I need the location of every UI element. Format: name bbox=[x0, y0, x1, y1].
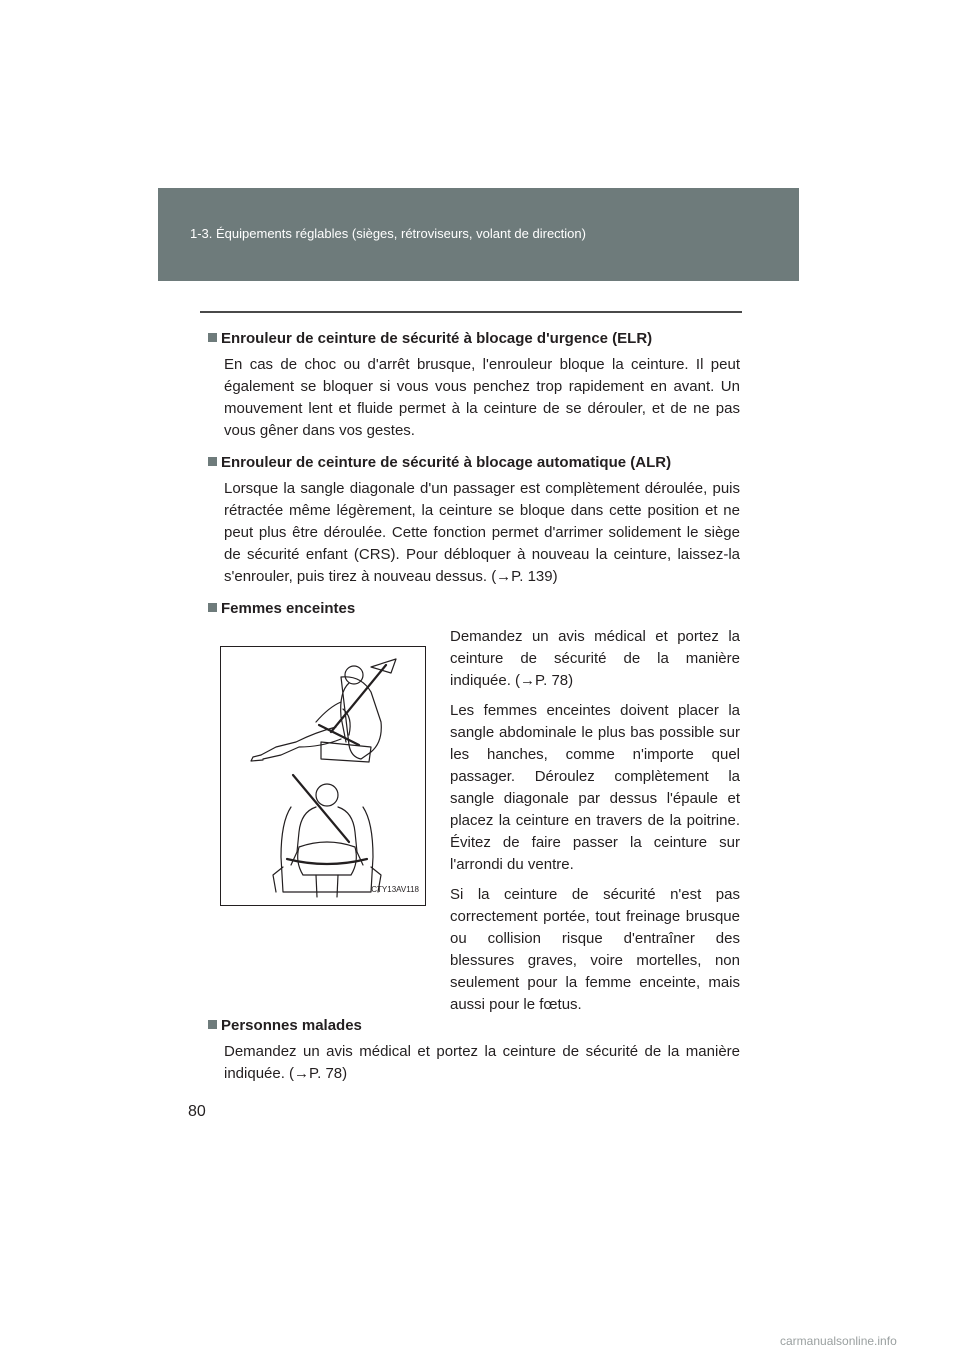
pregnant-paragraph-1: Demandez un avis médical et portez la ceinture de sécurité de la manière indiquée. (→P. 78) bbox=[450, 628, 740, 689]
section-heading bbox=[208, 322, 740, 352]
section-alr bbox=[208, 446, 740, 588]
seatbelt-illustration-icon bbox=[221, 647, 425, 905]
square-bullet-icon bbox=[208, 333, 217, 342]
square-bullet-icon bbox=[208, 1020, 217, 1029]
section-title: Personnes malades bbox=[221, 1017, 362, 1034]
watermark: carmanualsonline.info bbox=[780, 1334, 897, 1348]
pregnant-paragraph-2: Les femmes enceintes doivent placer la sangle abdominale le plus bas possible sur les hanches, comme n'importe quel passager. Déroulez complètement la sangle diagonale par dessus l'épaule et placez la ceinture en travers de la poitrine. Évitez de faire passer la ceinture sur l'arrondi du ventre. bbox=[450, 702, 740, 873]
chapter-title: 1-3. Équipements réglables (sièges, rétroviseurs, volant de direction) bbox=[190, 226, 586, 241]
page-content bbox=[208, 322, 740, 1089]
pregnant-seatbelt-illustration bbox=[220, 646, 426, 906]
section-heading bbox=[208, 592, 740, 622]
section-pregnant bbox=[208, 592, 740, 1013]
section-text: En cas de choc ou d'arrêt brusque, l'enrouleur bloque la ceinture. Il peut également se bloquer si vous vous penchez trop rapidement en avant. Un mouvement lent et fluide permet à la ceinture de se dérouler, et de ne pas vous gêner dans vos gestes. bbox=[224, 356, 740, 439]
square-bullet-icon bbox=[208, 457, 217, 466]
pregnant-paragraph-3: Si la ceinture de sécurité n'est pas correctement portée, tout freinage brusque ou collision risque d'entraîner des blessures graves, voire mortelles, non seulement pour la femme enceinte, mais aussi pour le fœtus. bbox=[450, 886, 740, 1013]
section-heading bbox=[208, 446, 740, 476]
figure-code: CTY13AV118 bbox=[371, 885, 419, 894]
section-text: Demandez un avis médical et portez la ceinture de sécurité de la manière indiquée. (→P. 78) bbox=[224, 1043, 740, 1082]
page-number: 80 bbox=[188, 1103, 206, 1120]
section-title: Enrouleur de ceinture de sécurité à blocage automatique (ALR) bbox=[221, 454, 672, 471]
chapter-header-band bbox=[158, 188, 799, 281]
figure-row bbox=[208, 624, 740, 1013]
section-text: Lorsque la sangle diagonale d'un passager est complètement déroulée, puis rétractée même légèrement, la ceinture se bloque dans cette position et ne peut plus être déroulée. Cette fonction permet d'arrimer solidement le siège de sécurité enfant (CRS). Pour débloquer à nouveau la ceinture, laissez-la s'enrouler, puis tirez à nouveau dessus. (→P. 139) bbox=[224, 480, 740, 585]
pregnant-side-text bbox=[450, 624, 740, 1024]
section-title: Enrouleur de ceinture de sécurité à blocage d'urgence (ELR) bbox=[221, 330, 653, 347]
section-elr bbox=[208, 322, 740, 442]
header-divider bbox=[200, 311, 742, 313]
square-bullet-icon bbox=[208, 603, 217, 612]
section-title: Femmes enceintes bbox=[221, 600, 356, 617]
